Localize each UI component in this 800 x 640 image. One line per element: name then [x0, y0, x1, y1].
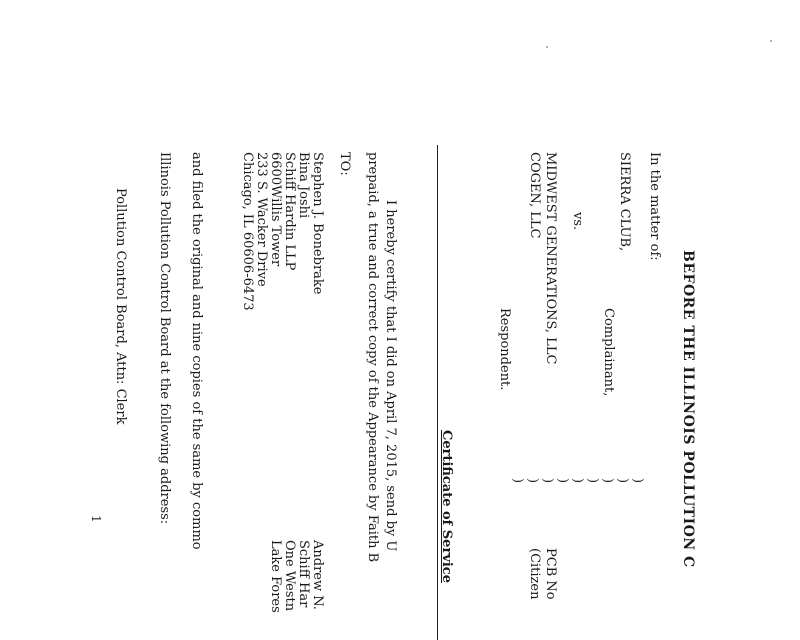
recipient-line: Schiff Har	[296, 540, 311, 608]
filing-paragraph-line1: and filed the original and nine copies of the same by commo	[189, 152, 204, 550]
respondent-name-line2: COGEN, LLC	[527, 152, 542, 239]
certificate-paragraph-line2: prepaid, a true and correct copy of the Appearance by Faith B	[365, 152, 380, 563]
recipient-line: Lake Fores	[268, 540, 283, 613]
recipient-address-right	[268, 540, 324, 613]
paren: )	[555, 478, 570, 484]
to-label: TO:	[337, 152, 352, 176]
recipient-line: Andrew N.	[310, 540, 325, 610]
recipient-line: Bina Joshi	[296, 152, 311, 219]
rotated-document-page	[80, 0, 700, 640]
paren: )	[630, 478, 645, 484]
complainant-name: SIERRA CLUB,	[617, 152, 632, 252]
recipient-address-left	[240, 152, 324, 311]
recipient-line: Schiff Hardin LLP	[282, 152, 297, 271]
respondent-role: Respondent.	[497, 308, 512, 391]
certificate-paragraph-line1: I hereby certify that I did on April 7, 2015, send by U	[383, 200, 398, 552]
recipient-line: One Westn	[282, 540, 297, 612]
paren: )	[585, 478, 600, 484]
page-number: 1	[89, 515, 103, 523]
paren: )	[510, 478, 525, 484]
respondent-name-line1: MIDWEST GENERATIONS, LLC	[543, 152, 558, 365]
recipient-line: 6600Willis Tower	[268, 152, 283, 267]
board-address-line: Pollution Control Board, Attn: Clerk	[113, 188, 128, 425]
in-the-matter-label: In the matter of:	[647, 152, 662, 261]
versus-label: vs.	[570, 212, 585, 231]
recipient-line: Chicago, IL 60606-6473	[240, 152, 255, 311]
paren: )	[570, 478, 585, 484]
certificate-heading: Certificate of Service	[439, 430, 454, 583]
caption-parentheses	[510, 478, 645, 483]
paren: )	[615, 478, 630, 484]
case-type: (Citizen	[527, 548, 542, 600]
case-number: PCB No	[543, 548, 558, 600]
document-title: BEFORE THE ILLINOIS POLLUTION C	[680, 250, 696, 568]
recipient-line: 233 S. Wacker Drive	[254, 152, 269, 287]
recipient-line: Stephen J. Bonebrake	[310, 152, 325, 295]
scan-speck	[770, 40, 772, 42]
paren: )	[525, 478, 540, 484]
complainant-role: Complainant,	[601, 308, 616, 397]
paren: )	[540, 478, 555, 484]
scan-speck	[546, 46, 548, 48]
filing-paragraph-line2: Illinois Pollution Control Board at the following address:	[157, 152, 172, 525]
paren: )	[600, 478, 615, 484]
